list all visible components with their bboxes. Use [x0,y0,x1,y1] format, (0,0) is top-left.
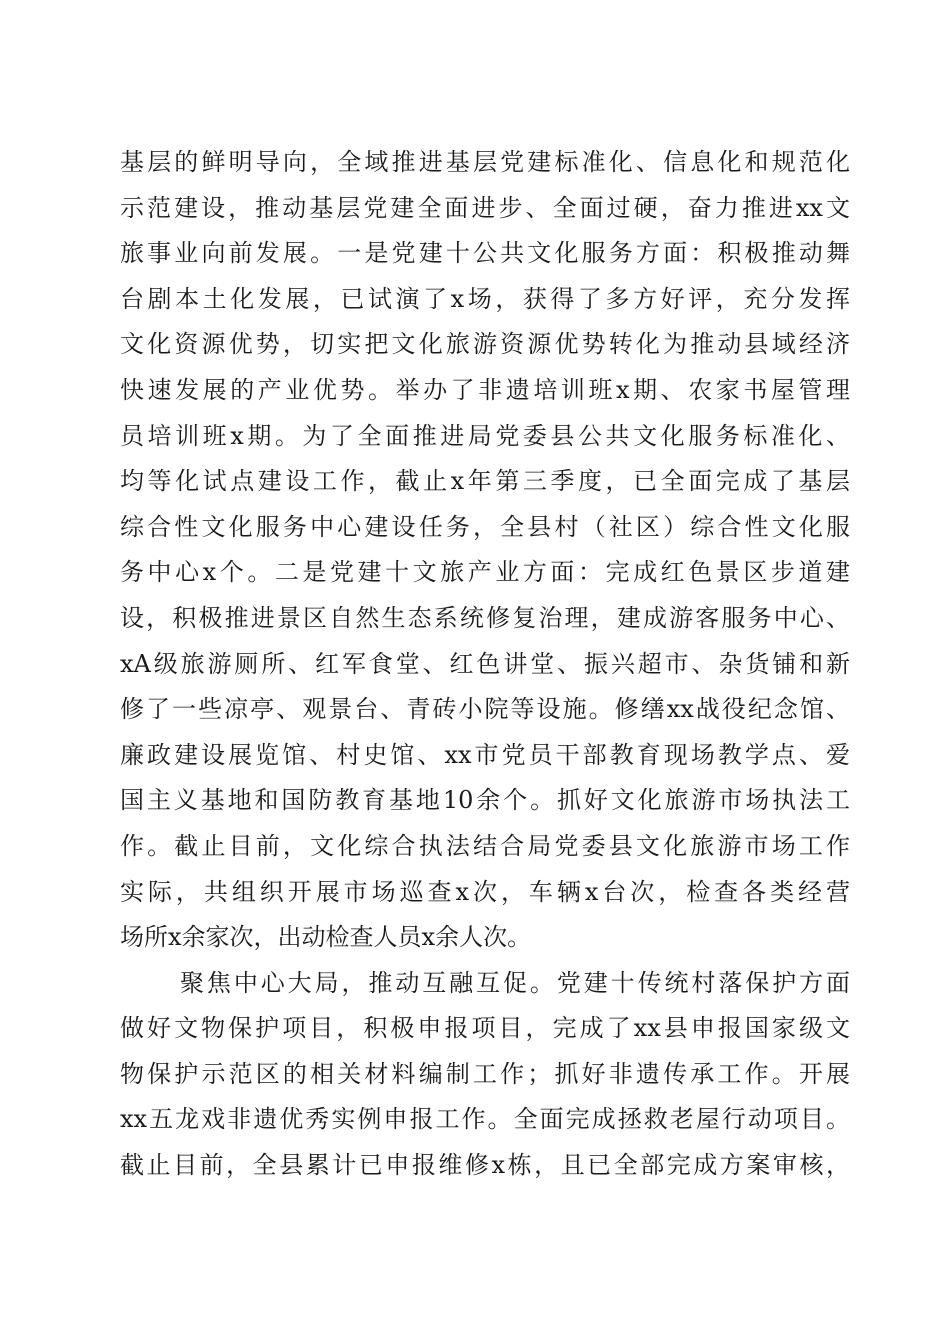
paragraph-1-line-4: 台剧本土化发展，已试演了x场，获得了多方好评，充分发挥 [120,284,850,313]
paragraph-1-line-10: 务中心x个。二是党建十文旅产业方面：完成红色景区步道建 [120,558,850,587]
paragraph-1-line-1: 基层的鲜明导向，全域推进基层党建标准化、信息化和规范化 [120,148,850,176]
paragraph-1-line-16: 作。截止目前，文化综合执法结合局党委县文化旅游市场工作 [120,831,850,860]
paragraph-1-line-3: 旅事业向前发展。一是党建十公共文化服务方面：积极推动舞 [120,239,850,268]
paragraph-1-line-18: 场所x余家次，出动检查人员x余人次。 [120,923,532,952]
paragraph-1-line-5: 文化资源优势，切实把文化旅游资源优势转化为推动县域经济 [120,330,850,359]
paragraph-1-line-2: 示范建设，推动基层党建全面进步、全面过硬，奋力推进xx文 [120,193,850,222]
paragraph-1-line-9: 综合性文化服务中心建设任务，全县村（社区）综合性文化服 [120,512,850,541]
paragraph-1-line-6: 快速发展的产业优势。举办了非遗培训班x期、农家书屋管理 [120,375,850,404]
paragraph-1-line-8: 均等化试点建设工作，截止x年第三季度，已全面完成了基层 [120,467,850,496]
paragraph-1-line-12: xA级旅游厕所、红军食堂、红色讲堂、振兴超市、杂货铺和新 [120,649,850,678]
paragraph-2-line-4: xx五龙戏非遗优秀实例申报工作。全面完成拯救老屋行动项目。 [120,1105,850,1134]
paragraph-1-line-14: 廉政建设展览馆、村史馆、xx市党员干部教育现场教学点、爱 [120,740,850,769]
paragraph-1-line-15: 国主义基地和国防教育基地10余个。抓好文化旅游市场执法工 [120,786,850,815]
document-body [120,140,850,1189]
paragraph-1-line-11: 设，积极推进景区自然生态系统修复治理，建成游客服务中心、 [120,603,850,632]
paragraph-1-line-7: 员培训班x期。为了全面推进局党委县公共文化服务标准化、 [120,421,850,450]
paragraph-1-line-13: 修了一些凉亭、观景台、青砖小院等设施。修缮xx战役纪念馆、 [120,695,850,724]
paragraph-2-line-2: 做好文物保护项目，积极申报项目，完成了xx县申报国家级文 [120,1014,850,1043]
paragraph-2-line-1: 聚焦中心大局，推动互融互促。党建十传统村落保护方面 [180,968,850,997]
paragraph-2-line-3: 物保护示范区的相关材料编制工作；抓好非遗传承工作。开展 [120,1059,850,1088]
paragraph-2-line-5: 截止目前，全县累计已申报维修x栋，且已全部完成方案审核， [120,1151,850,1180]
paragraph-1-line-17: 实际，共组织开展市场巡查x次，车辆x台次，检查各类经营 [120,877,850,906]
